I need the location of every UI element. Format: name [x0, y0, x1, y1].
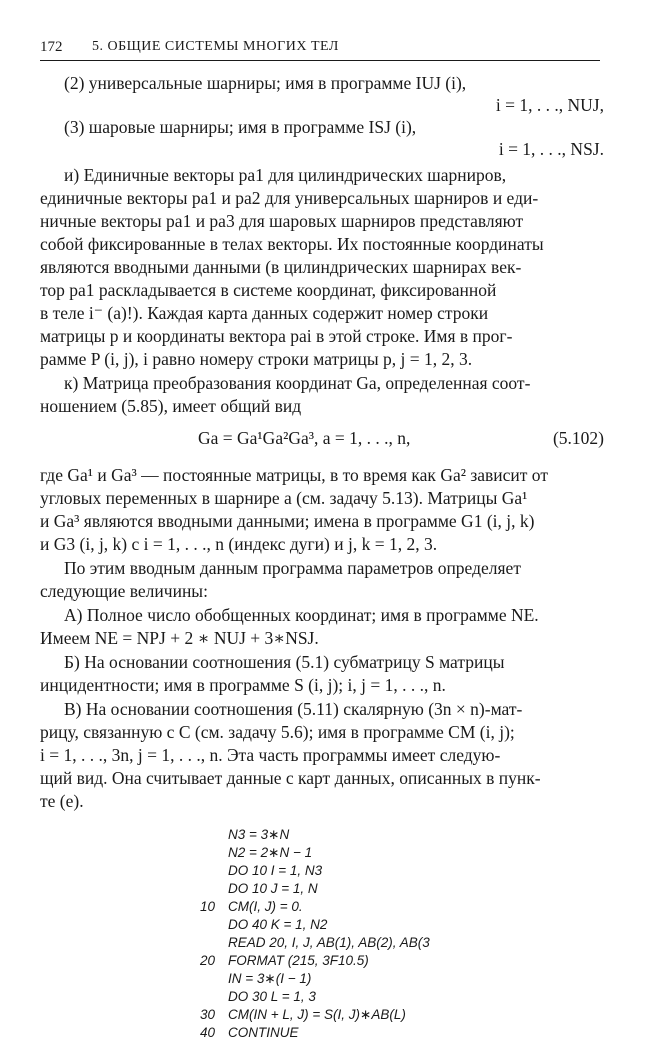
- text-line: единичные векторы pa1 и pa2 для универсальных шарниров и еди-: [40, 188, 539, 208]
- equation-formula: Ga = Ga¹Ga²Ga³, a = 1, . . ., n,: [198, 428, 411, 448]
- text-line: тор pa1 раскладывается в системе координат, фиксированной: [40, 280, 497, 300]
- code-line: [200, 898, 500, 916]
- text-line: собой фиксированные в телах векторы. Их постоянные координаты: [40, 234, 544, 254]
- code-line: [200, 1024, 500, 1042]
- text-line: и G3 (i, j, k) с i = 1, . . ., n (индекс дуги) и j, k = 1, 2, 3.: [40, 534, 438, 554]
- text-line: А) Полное число обобщенных координат; имя в программе NE.: [64, 605, 539, 625]
- code-text: DO 10 I = 1, N3: [228, 863, 323, 878]
- text-line: Имеем NE = NPJ + 2 ∗ NUJ + 3∗NSJ.: [40, 628, 319, 648]
- code-line: [200, 916, 500, 934]
- code-text: DO 10 J = 1, N: [228, 881, 318, 896]
- code-text: N3 = 3∗N: [228, 827, 290, 842]
- code-text: READ 20, I, J, AB(1), AB(2), AB(3: [228, 935, 430, 950]
- text-line: и Ga³ являются вводными данными; имена в программе G1 (i, j, k): [40, 511, 535, 531]
- code-text: CONTINUE: [228, 1025, 299, 1040]
- code-line: [200, 934, 500, 952]
- code-label: 10: [200, 899, 216, 914]
- text-line: i = 1, . . ., NUJ,: [495, 95, 604, 115]
- code-line: [200, 1006, 500, 1024]
- text-line: Б) На основании соотношения (5.1) субматрицу S матрицы: [64, 652, 505, 672]
- code-text: DO 40 K = 1, N2: [228, 917, 328, 932]
- text-line: (2) универсальные шарниры; имя в программе IUJ (i),: [64, 73, 467, 93]
- text-line: По этим вводным данным программа параметров определяет: [64, 558, 521, 578]
- code-text: CM(I, J) = 0.: [228, 899, 303, 914]
- text-line: инцидентности; имя в программе S (i, j); i, j = 1, . . ., n.: [40, 675, 446, 695]
- code-line: [200, 826, 500, 844]
- text-line: матрицы p и координаты вектора pai в этой строке. Имя в прог-: [40, 326, 513, 346]
- text-line: в теле i⁻ (a)!). Каждая карта данных содержит номер строки: [40, 303, 489, 323]
- text-line: являются вводными данными (в цилиндрических шарнирах век-: [40, 257, 522, 277]
- text-line: те (е).: [40, 791, 84, 811]
- running-header: [40, 36, 600, 61]
- code-label: 30: [200, 1007, 216, 1022]
- text-line: (3) шаровые шарниры; имя в программе ISJ (i),: [64, 117, 417, 137]
- chapter-title: 5. ОБЩИЕ СИСТЕМЫ МНОГИХ ТЕЛ: [92, 39, 339, 54]
- code-line: [200, 880, 500, 898]
- text-line: ничные векторы pa1 и pa3 для шаровых шарниров представляют: [40, 211, 524, 231]
- text-line: к) Матрица преобразования координат Ga, определенная соот-: [64, 373, 531, 393]
- fortran-listing: [200, 826, 500, 1042]
- equation-number: (5.102): [552, 428, 604, 448]
- text-line: рицу, связанную с C (см. задачу 5.6); имя в программе CM (i, j);: [40, 722, 515, 742]
- code-text: CM(IN + L, J) = S(I, J)∗AB(L): [228, 1007, 406, 1022]
- code-line: [200, 844, 500, 862]
- code-label: 40: [200, 1025, 216, 1040]
- code-text: IN = 3∗(I − 1): [228, 971, 312, 986]
- text-line: следующие величины:: [40, 581, 208, 601]
- code-line: [200, 862, 500, 880]
- page-number: 172: [40, 39, 63, 55]
- text-line: i = 1, . . ., 3n, j = 1, . . ., n. Эта часть программы имеет следую-: [40, 745, 501, 765]
- code-line: [200, 988, 500, 1006]
- text-line: ношением (5.85), имеет общий вид: [40, 396, 302, 416]
- code-text: N2 = 2∗N − 1: [228, 845, 313, 860]
- code-text: DO 30 L = 1, 3: [228, 989, 316, 1004]
- text-line: В) На основании соотношения (5.11) скалярную (3n × n)-мат-: [64, 699, 523, 719]
- code-line: [200, 970, 500, 988]
- code-label: 20: [200, 953, 216, 968]
- text-line: рамме P (i, j), i равно номеру строки матрицы p, j = 1, 2, 3.: [40, 349, 473, 369]
- text-line: угловых переменных в шарнире a (см. задачу 5.13). Матрицы Ga¹: [40, 488, 528, 508]
- text-line: i = 1, . . ., NSJ.: [498, 139, 604, 159]
- text-line: где Ga¹ и Ga³ — постоянные матрицы, в то время как Ga² зависит от: [40, 465, 548, 485]
- code-line: [200, 952, 500, 970]
- code-text: FORMAT (215, 3F10.5): [228, 953, 369, 968]
- text-line: щий вид. Она считывает данные с карт данных, описанных в пунк-: [40, 768, 541, 788]
- text-line: и) Единичные векторы pa1 для цилиндрических шарниров,: [64, 165, 507, 185]
